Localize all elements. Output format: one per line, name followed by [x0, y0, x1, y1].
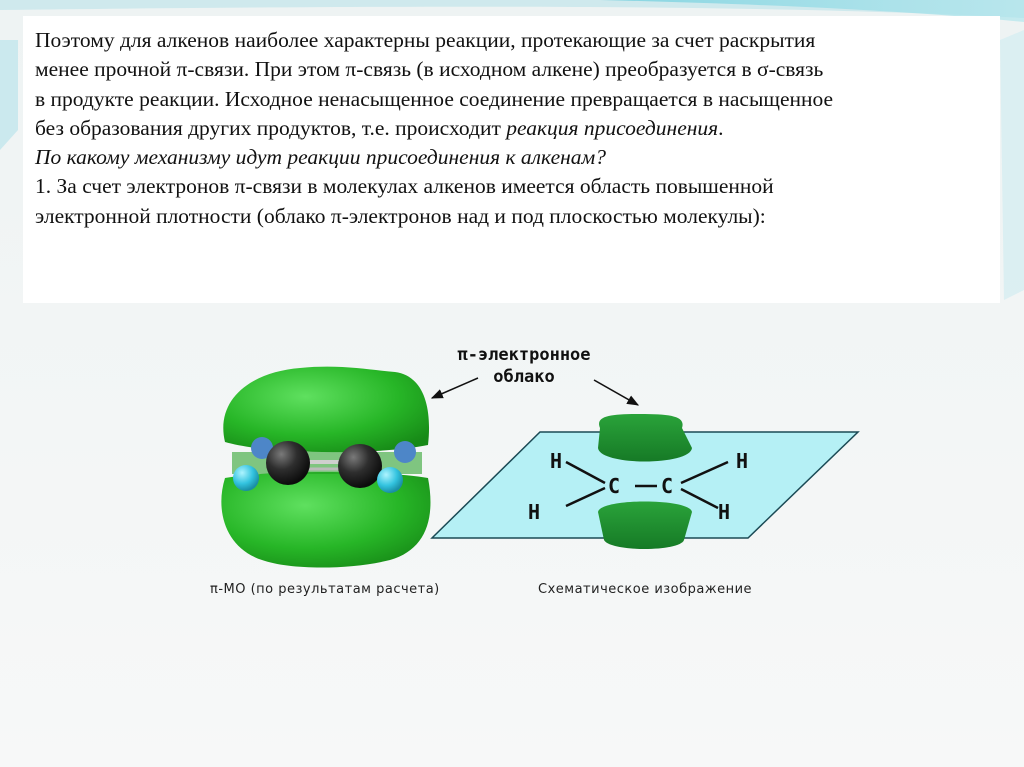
cloud-lobe-top [223, 367, 429, 453]
hydrogen-atom [233, 465, 259, 491]
caption-schematic: Схематическое изображение [538, 582, 753, 597]
paragraph-text: . [718, 115, 724, 140]
caption-computed: π-МО (по результатам расчета) [210, 582, 440, 597]
paragraph-line: в продукте реакции. Исходное ненасыщенное соединение превращается в насыщенное [35, 86, 834, 111]
atom-h: H [736, 449, 749, 473]
carbon-atom [338, 444, 382, 488]
reaction-term: реакция присоединения [506, 115, 719, 140]
atom-h: H [550, 449, 563, 473]
hydrogen-atom [394, 441, 416, 463]
pi-cloud-callout [434, 344, 614, 388]
callout-line: π-электронное [457, 345, 591, 365]
paragraph-line: Поэтому для алкенов наиболее характерны реакции, протекающие за счет раскрытия [35, 28, 816, 52]
pi-lobe-top [598, 414, 692, 462]
carbon-atom [266, 441, 310, 485]
atom-c: C [661, 474, 674, 498]
schematic-pi-cloud [432, 414, 858, 549]
paragraph-text: без образования других продуктов, т.е. происходит [35, 115, 507, 140]
point-line: электронной плотности (облако π-электронов над и под плоскостью молекулы): [35, 203, 766, 228]
paragraph-line: менее прочной π-связи. При этом π-связь (в исходном алкене) преобразуется в σ-связь [35, 57, 824, 82]
atom-h: H [528, 500, 541, 524]
pi-lobe-bottom [598, 502, 692, 550]
computed-pi-mo [221, 367, 430, 568]
question-line: По какому механизму идут реакции присоединения к алкенам? [35, 145, 606, 170]
hydrogen-atom [377, 467, 403, 493]
atom-c: C [608, 474, 621, 498]
point-line: 1. За счет электронов π-связи в молекулах алкенов имеется область повышенной [35, 174, 774, 199]
atom-h: H [718, 500, 731, 524]
callout-line: облако [493, 367, 555, 387]
